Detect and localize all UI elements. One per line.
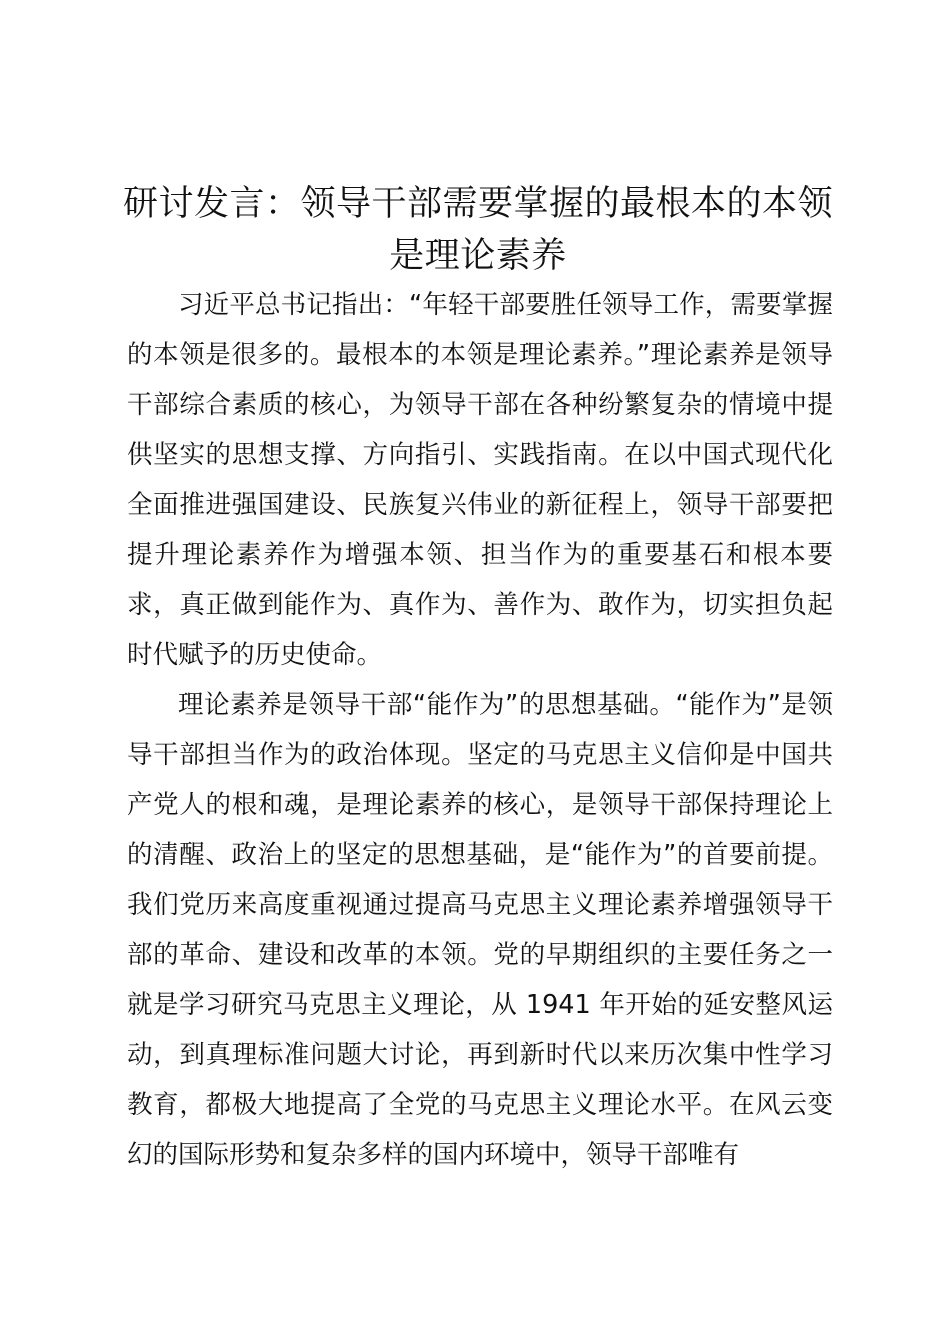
paragraph-1: 习近平总书记指出：“年轻干部要胜任领导工作，需要掌握的本领是很多的。最根本的本领是理论素养。”理论素养是领导干部综合素质的核心，为领导干部在各种纷繁复杂的情境中提供坚实的思想支撑、方向指引、实践指南。在以中国式现代化全面推进强国建设、民族复兴伟业的新征程上，领导干部要把提升理论素养作为增强本领、担当作为的重要基石和根本要求，真正做到能作为、真作为、善作为、敢作为，切实担负起时代赋予的历史使命。 bbox=[127, 290, 833, 670]
paragraph-2: 理论素养是领导干部“能作为”的思想基础。“能作为”是领导干部担当作为的政治体现。坚定的马克思主义信仰是中国共产党人的根和魂，是理论素养的核心，是领导干部保持理论上的清醒、政治上的坚定的思想基础，是“能作为”的首要前提。我们党历来高度重视通过提高马克思主义理论素养增强领导干部的革命、建设和改革的本领。党的早期组织的主要任务之一就是学习研究马克思主义理论，从 1941 年开始的延安整风运动，到真理标准问题大讨论，再到新时代以来历次集中性学习教育，都极大地提高了全党的马克思主义理论水平。在风云变幻的国际形势和复杂多样的国内环境中，领导干部唯有 bbox=[127, 690, 833, 1170]
document-title: 研讨发言：领导干部需要掌握的最根本的本领是理论素养 bbox=[122, 184, 833, 276]
document-body bbox=[127, 280, 833, 1180]
